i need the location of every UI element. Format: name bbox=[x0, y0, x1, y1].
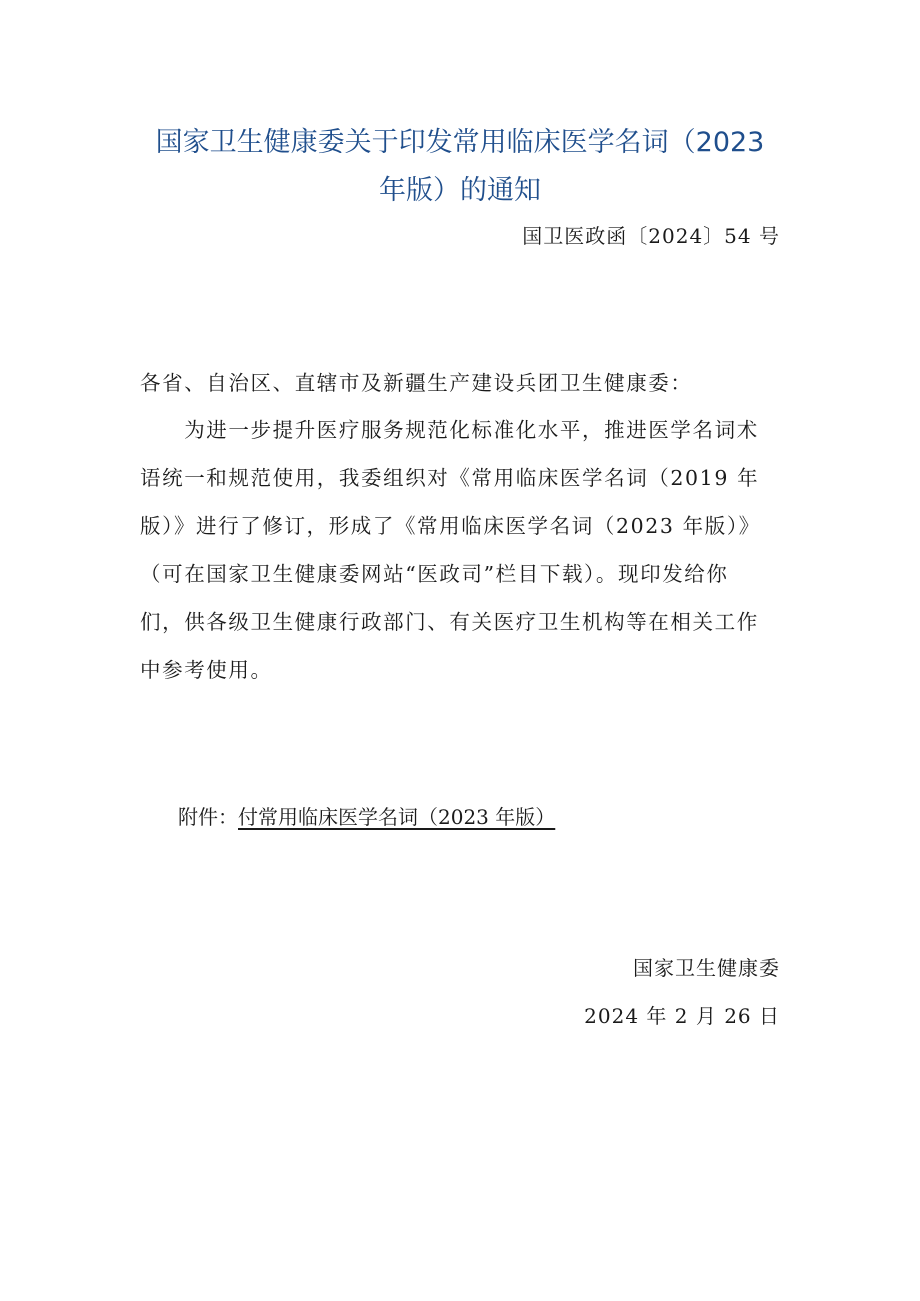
body-paragraph-line: 们，供各级卫生健康行政部门、有关医疗卫生机构等在相关工作 bbox=[140, 610, 759, 634]
document-number: 国卫医政函〔2024〕54 号 bbox=[522, 224, 780, 248]
body-paragraph-line: 为进一步提升医疗服务规范化标准化水平，推进医学名词术 bbox=[140, 418, 759, 442]
document-title-line-2: 年版）的通知 bbox=[379, 175, 541, 206]
issuer-signature: 国家卫生健康委 bbox=[633, 956, 780, 980]
attachment-label: 附件： bbox=[178, 805, 238, 829]
attachment-row bbox=[178, 801, 555, 830]
issue-date: 2024 年 2 月 26 日 bbox=[584, 1004, 780, 1028]
salutation: 各省、自治区、直辖市及新疆生产建设兵团卫生健康委： bbox=[140, 371, 693, 395]
body-paragraph-line: 中参考使用。 bbox=[140, 658, 273, 682]
body-paragraph-line: （可在国家卫生健康委网站“医政司”栏目下载）。现印发给你 bbox=[140, 562, 729, 586]
body-paragraph-line: 语统一和规范使用，我委组织对《常用临床医学名词（2019 年 bbox=[140, 466, 760, 490]
attachment-link[interactable]: 付常用临床医学名词（2023 年版） bbox=[238, 805, 556, 829]
document-title-line-1: 国家卫生健康委关于印发常用临床医学名词（2023 bbox=[155, 127, 765, 158]
body-paragraph-line: 版）》进行了修订，形成了《常用临床医学名词（2023 年版）》 bbox=[140, 514, 761, 538]
